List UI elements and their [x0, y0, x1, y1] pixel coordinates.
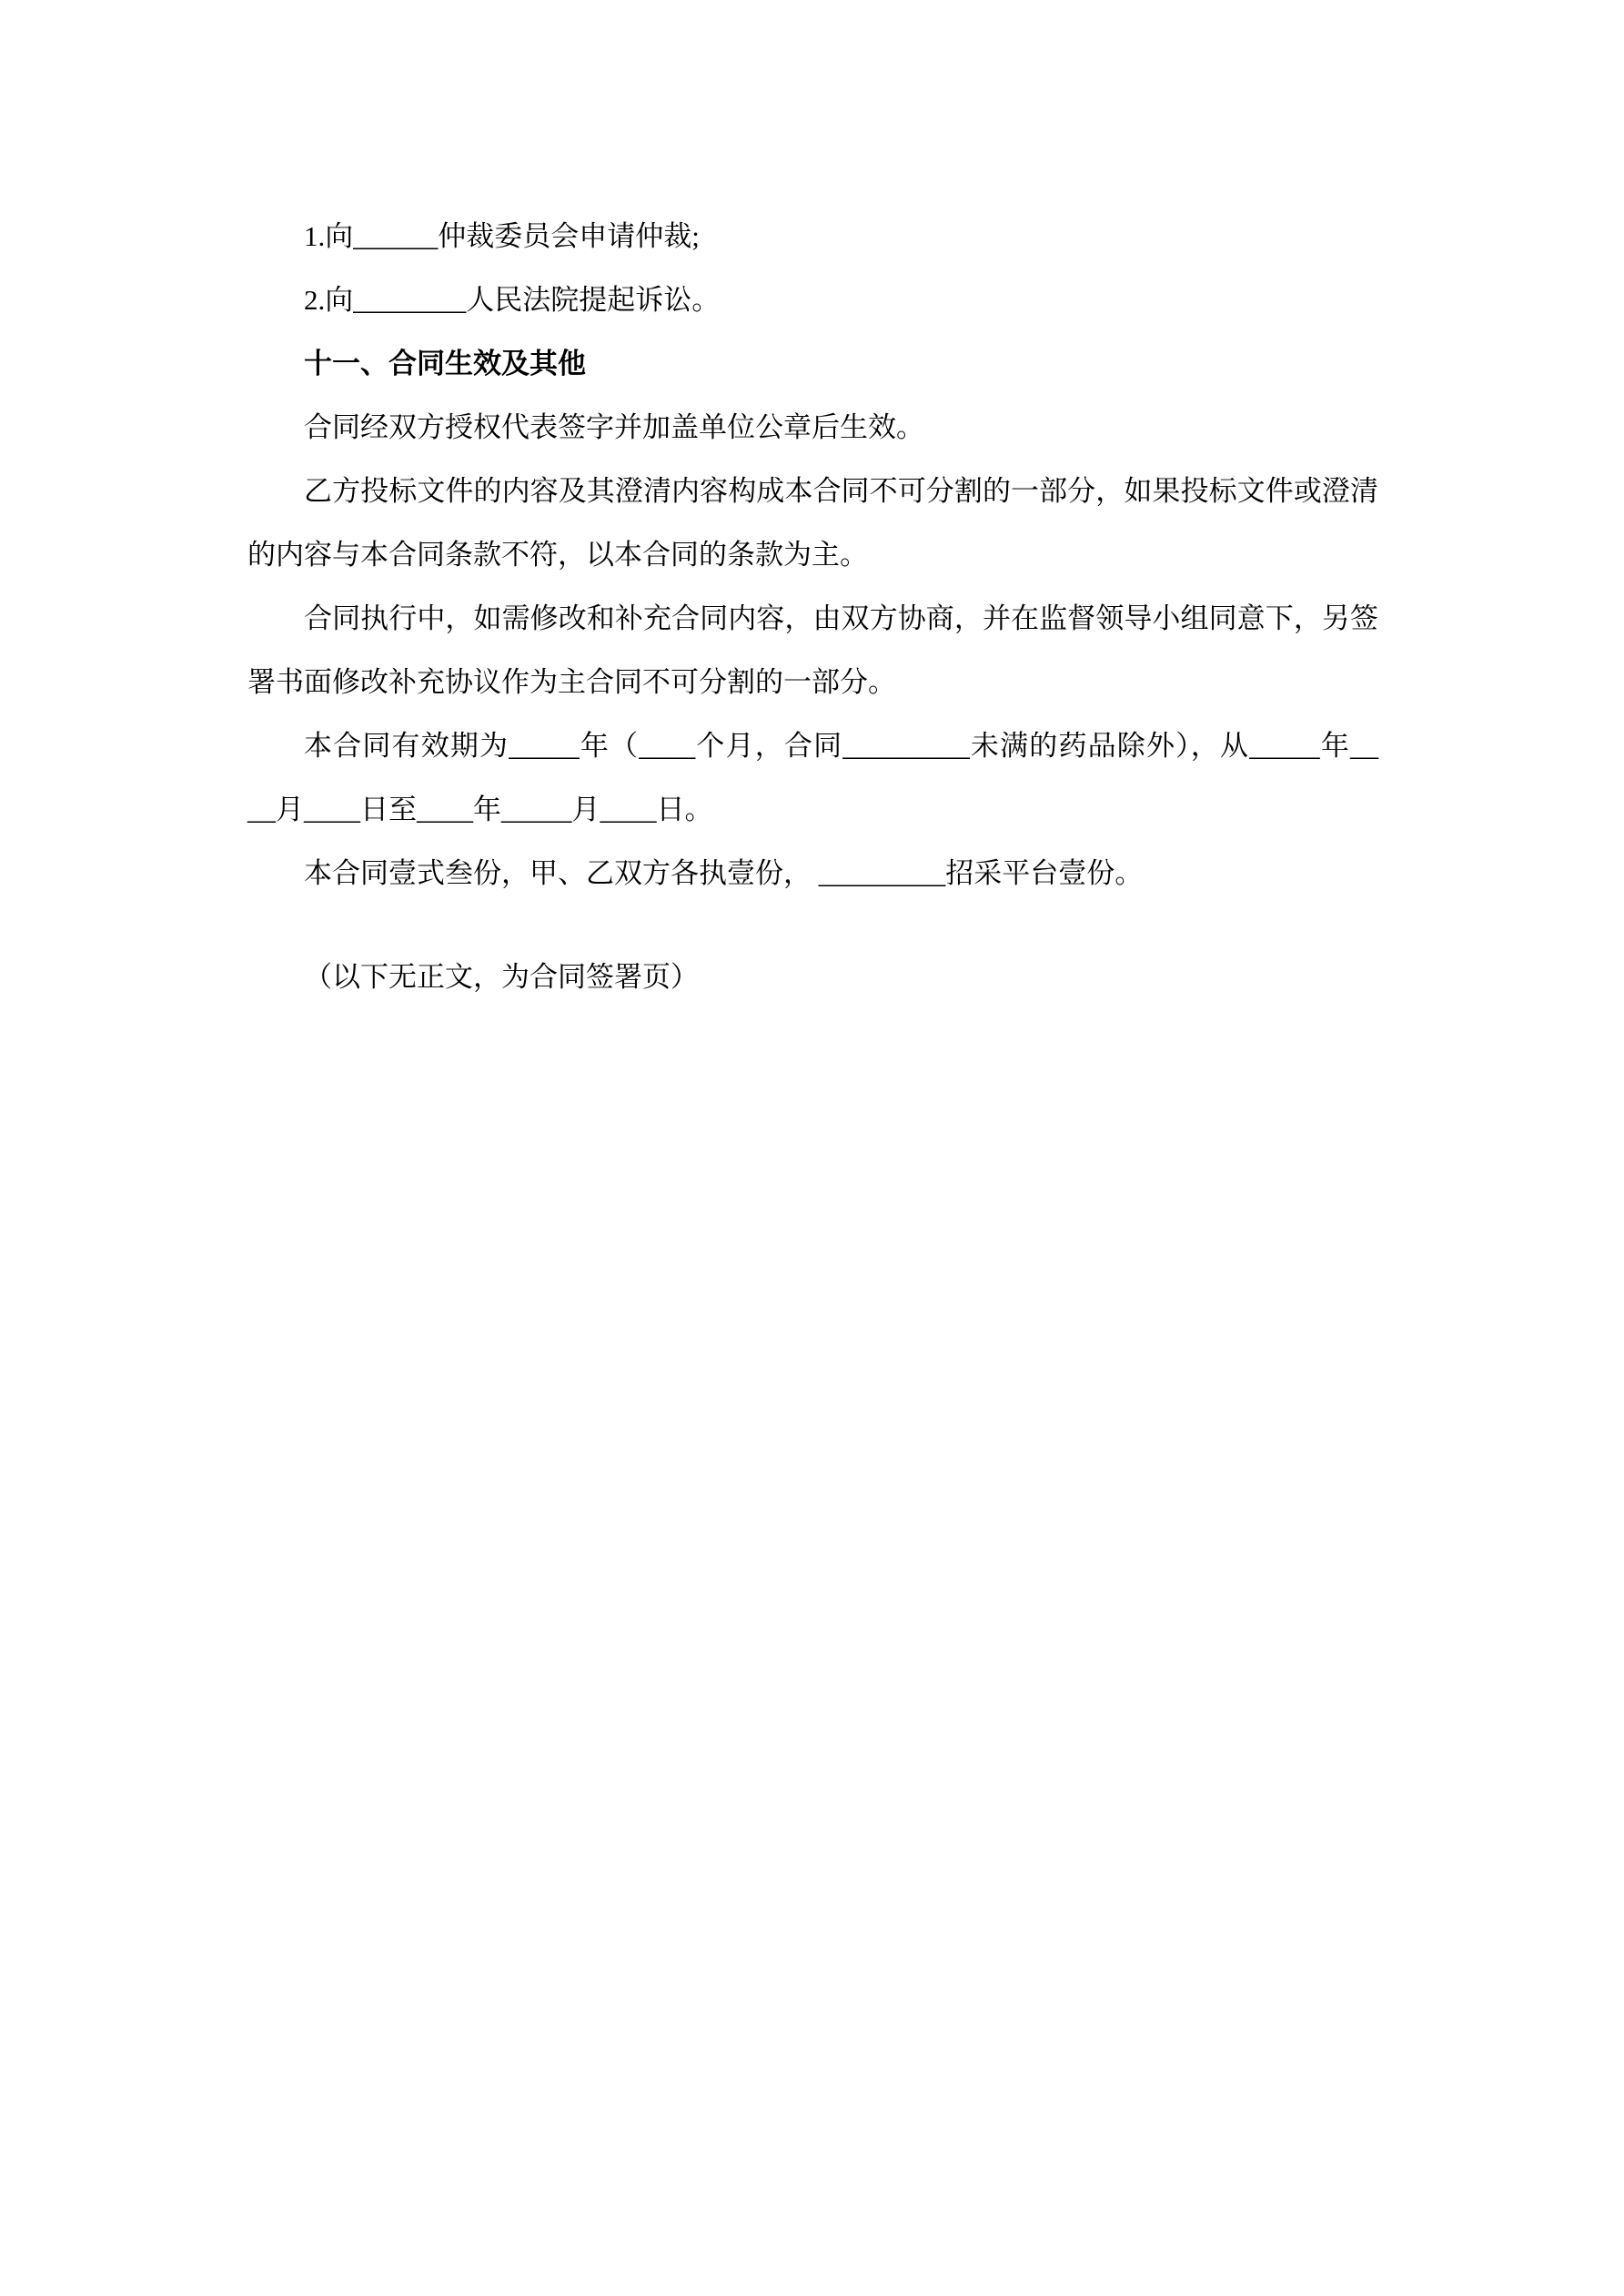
validity-period-paragraph-line-2: __月____日至____年_____月____日。 [247, 794, 713, 825]
section-heading: 十一、合同生效及其他 [304, 348, 586, 379]
bid-documents-paragraph-line-1: 乙方投标文件的内容及其澄清内容构成本合同不可分割的一部分，如果投标文件或澄清 [304, 475, 1378, 507]
closing-note: （以下无正文，为合同签署页） [304, 961, 699, 993]
litigation-item-2: 2.向________人民法院提起诉讼。 [304, 284, 721, 316]
contract-text-block [247, 205, 1378, 1009]
effectiveness-paragraph: 合同经双方授权代表签字并加盖单位公章后生效。 [304, 411, 924, 443]
amendment-paragraph-line-2: 署书面修改补充协议作为主合同不可分割的一部分。 [247, 666, 896, 698]
validity-period-paragraph-line-1: 本合同有效期为_____年（____个月，合同_________未满的药品除外），从_____年__ [304, 730, 1378, 762]
bid-documents-paragraph-line-2: 的内容与本合同条款不符，以本合同的条款为主。 [247, 539, 868, 571]
amendment-paragraph-line-1: 合同执行中，如需修改和补充合同内容，由双方协商，并在监督领导小组同意下，另签 [304, 602, 1378, 634]
copies-paragraph: 本合同壹式叁份，甲、乙双方各执壹份， _________招采平台壹份。 [304, 857, 1144, 889]
blank-line [247, 905, 1378, 946]
arbitration-item-1: 1.向______仲裁委员会申请仲裁; [304, 220, 700, 252]
